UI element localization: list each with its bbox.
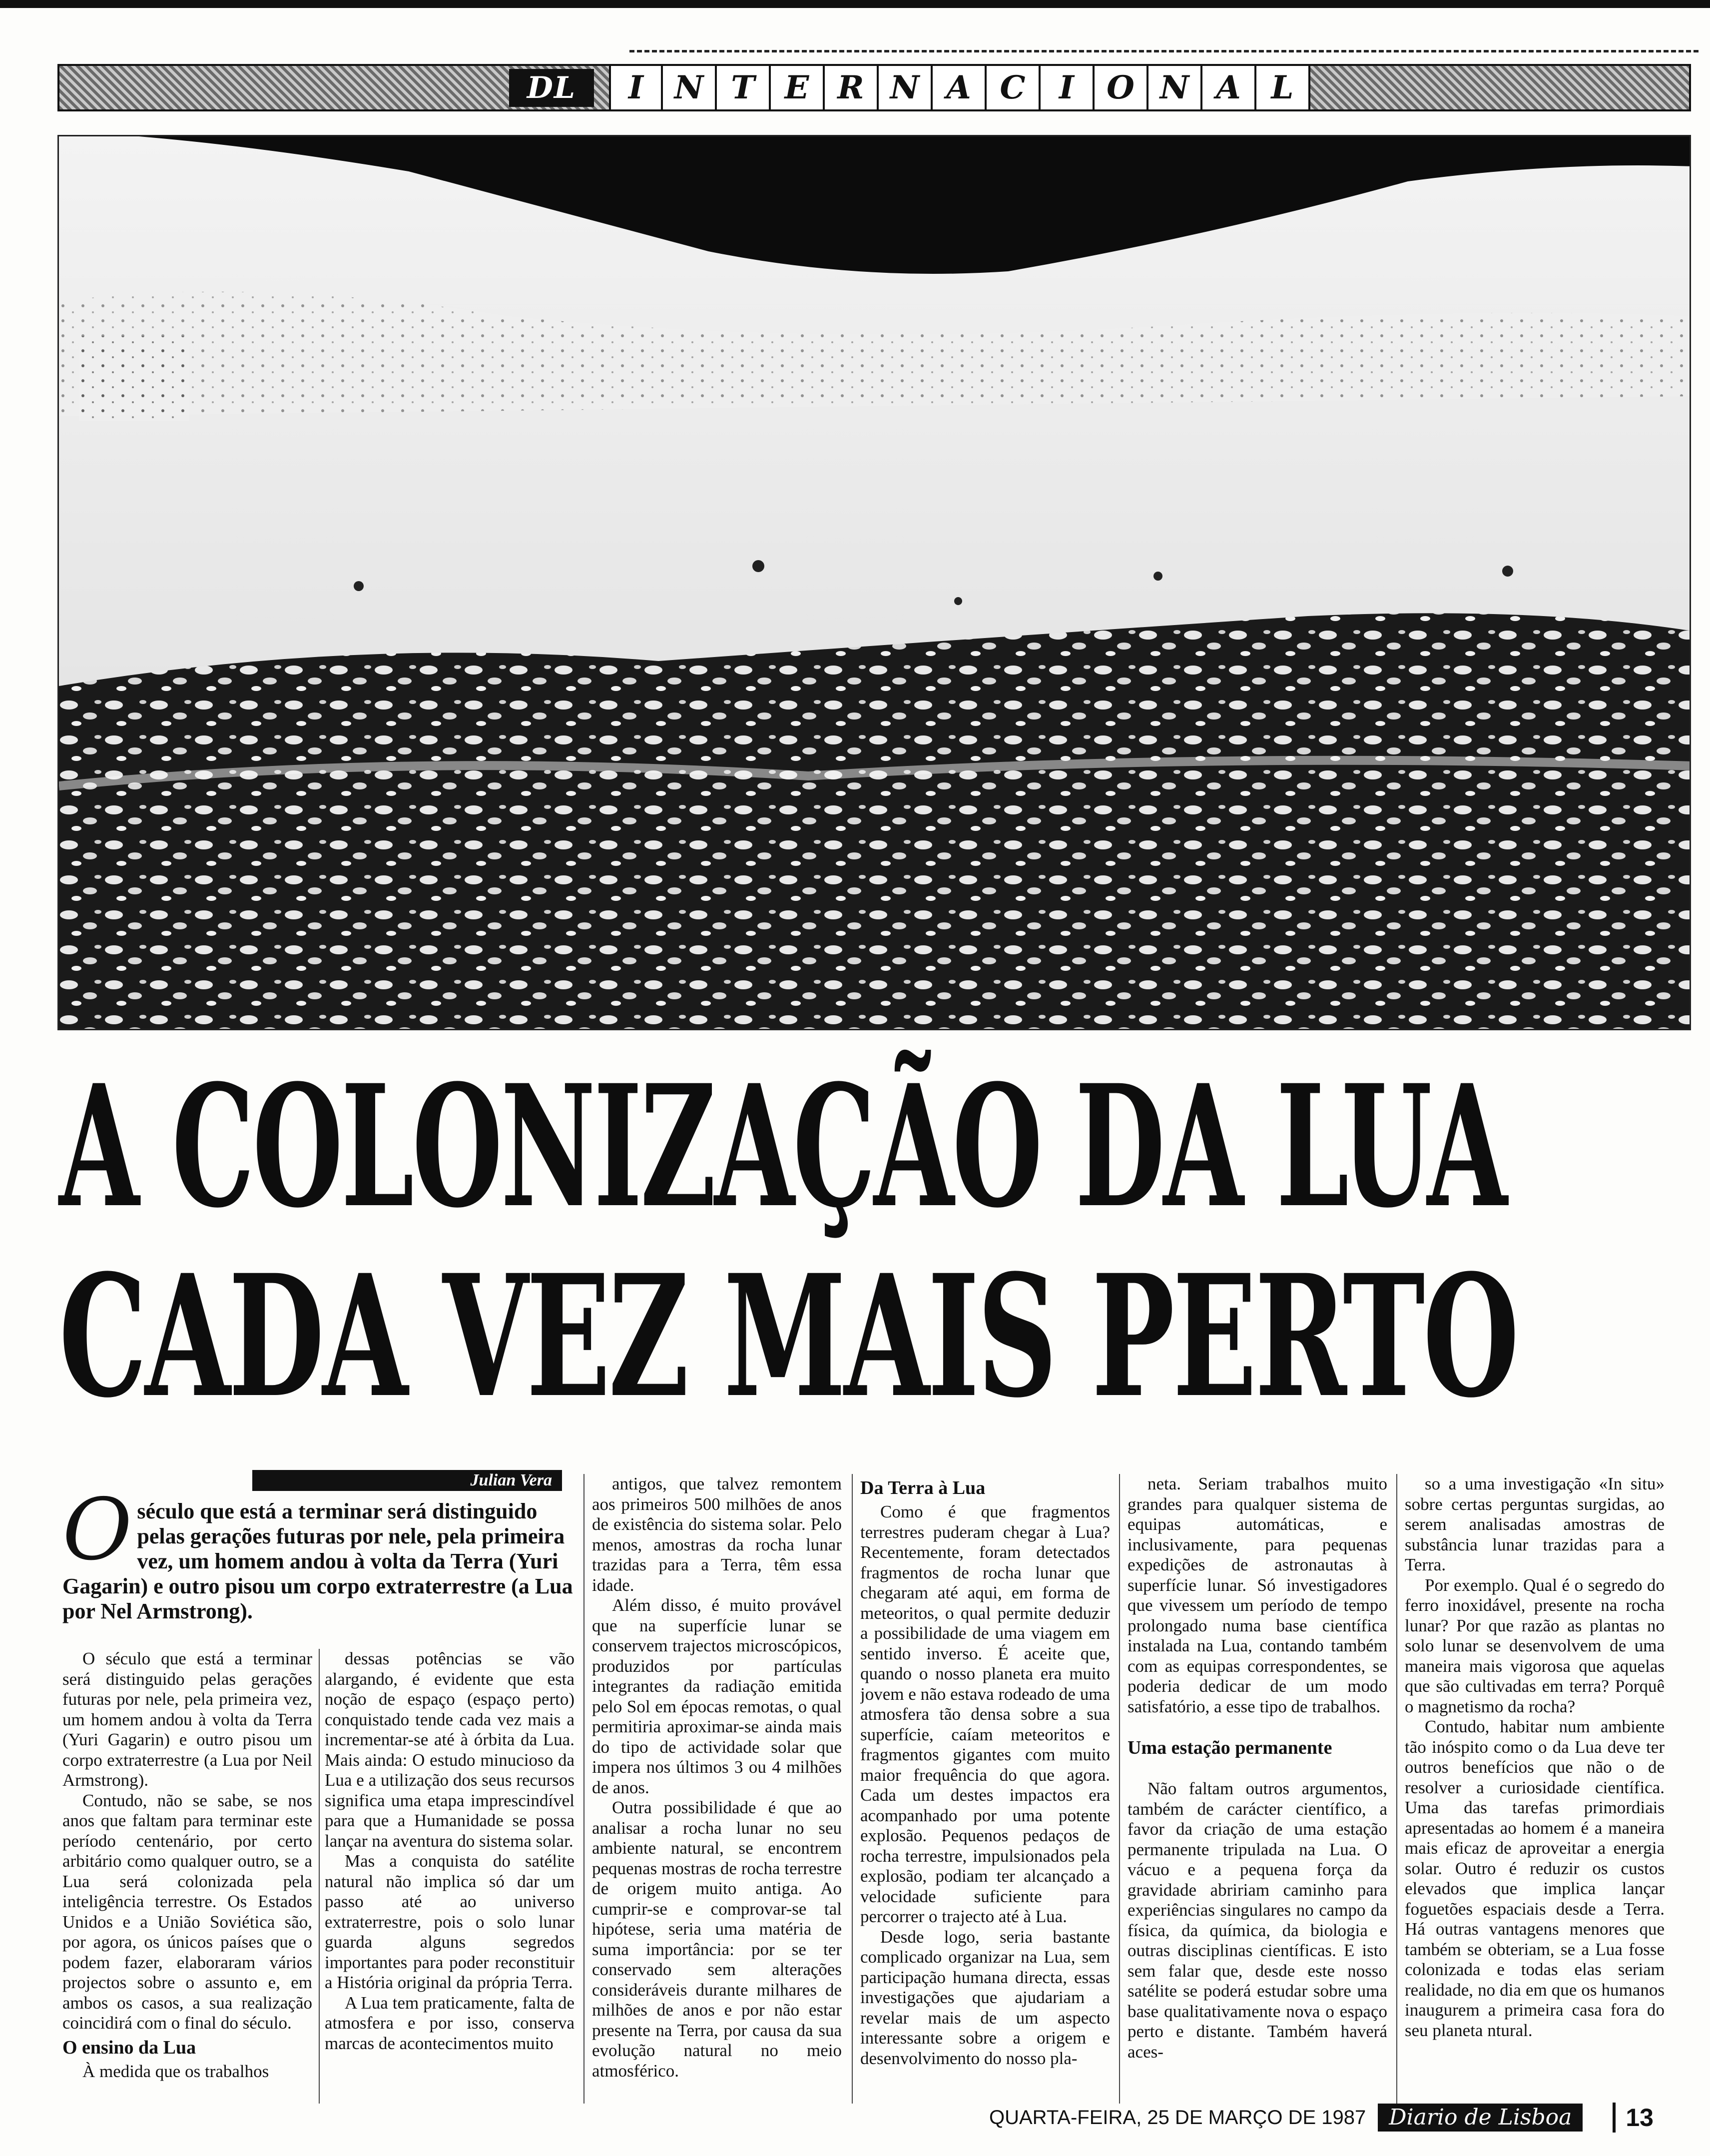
top-rule bbox=[0, 0, 1710, 8]
headline bbox=[59, 1048, 1690, 1456]
article-column-3 bbox=[592, 1474, 842, 2109]
paragraph: dessas potências se vão alargando, é evidente que esta noção de espaço (espaço perto) conquistado tende cada vez mais a incrementar-se até à órbita da Lua. Mais ainda: O estudo minucioso da Lua e a utilização dos seus recursos significa uma etapa imprescindível para que a Humanidade se possa lançar na aventura do sistema solar. bbox=[325, 1649, 574, 1851]
dashed-rule bbox=[629, 50, 1699, 52]
section-letter: L bbox=[1256, 66, 1310, 109]
dl-logo: DL bbox=[509, 69, 594, 107]
subheading-o-ensino-da-lua: O ensino da Lua bbox=[62, 2037, 196, 2058]
article-column-5 bbox=[1128, 1474, 1387, 2109]
section-letter: N bbox=[1148, 66, 1202, 109]
paragraph: Desde logo, seria bastante complicado organizar na Lua, sem participação humana directa, essas investigações que ajudariam a revelar mais de um aspecto interessante sobre a origem e desenvolvimento do nosso pla- bbox=[860, 1927, 1110, 2068]
paragraph: Outra possibilidade é que ao analisar a rocha lunar no seu ambiente natural, se encontrem pequenas mostras de rocha terrestre de origem muito antiga. Ao cumprir-se e comprovar-se tal hipótese, seria uma matéria de suma importância: por se ter conservado sem alterações consideráveis durante milhares de milhões de anos e por não estar presente na Terra, por causa da sua evolução natural no meio atmosférico. bbox=[592, 1798, 842, 2081]
lunar-surface-image bbox=[59, 136, 1691, 1030]
section-title-internacional bbox=[609, 66, 1310, 109]
drop-cap: O bbox=[62, 1480, 132, 1579]
paragraph: Como é que fragmentos terrestres puderam chegar à Lua? Recentemente, foram detectados fragmentos de rocha lunar que chegaram até aqui, em forma de meteoritos, o qual permite deduzir a possibilidade de uma viagem em sentido inverso. É aceite que, quando o nosso planeta era muito jovem e não estava rodeado de uma atmosfera tão densa sobre a sua superfície, caíam meteoritos e fragmentos gigantes com muito maior frequência do que agora. Cada um destes impactos era acompanhado por uma potente explosão. Pequenos pedaços de rocha terrestre, impulsionados pela explosão, podiam ter alcançado a velocidade suficiente para percorrer o trajecto até à Lua. bbox=[860, 1502, 1110, 1926]
paragraph: neta. Seriam trabalhos muito grandes para qualquer sistema de equipas automáticas, e inclusivamente, para pequenas expedições de astronautas à superfície lunar. Só investigadores que vivessem um período de tempo prolongado numa base científica instalada na Lua, contando também com as equipas correspondentes, se poderia dedicar de um modo satisfatório, a esse tipo de trabalhos. bbox=[1128, 1474, 1387, 1716]
section-letter: O bbox=[1095, 66, 1148, 109]
paragraph: Contudo, habitar num ambiente tão inóspito como o da Lua deve ter outros benefícios que não o de resolver a curiosidade científica. Uma das tarefas primordiais apresentadas ao homem é a maneira mais eficaz de aproveitar a energia solar. Outro é reduzir os custos elevados que implica lançar foguetões espaciais desde a Terra. Há outras vantagens menores que também se obteriam, se a Lua fosse colonizada e todas elas seriam realidade, no dia em que os humanos inaugurem a primeira casa fora do seu planeta ntural. bbox=[1405, 1717, 1665, 2040]
newspaper-nameplate: Diario de Lisboa bbox=[1378, 2104, 1583, 2132]
page-footer bbox=[989, 2103, 1654, 2133]
section-letter: A bbox=[933, 66, 987, 109]
paragraph: Contudo, não se sabe, se nos anos que faltam para terminar este período centenário, por certo arbitário como qualquer outro, se a Lua será colonizada pela inteligência terrestre. Os Estados Unidos e a União Soviética são, por agora, os únicos países que o podem fazer, elaboraram vários projectos sobre o assunto e, em ambos os casos, a sua realização coincidirá com o final do século. bbox=[62, 1790, 312, 2033]
paragraph: À medida que os trabalhos bbox=[82, 2061, 269, 2081]
article-column-1 bbox=[62, 1649, 312, 2109]
subheading-uma-estacao-permanente: Uma estação permanente bbox=[1128, 1737, 1332, 1758]
paragraph: antigos, que talvez remontem aos primeiros 500 milhões de anos de existência do sistema solar. Pelo menos, amostras da rocha lunar trazidas para a Terra, têm essa idade. bbox=[592, 1474, 842, 1595]
paragraph: A Lua tem praticamente, falta de atmosfera e por isso, conserva marcas de acontecimentos muito bbox=[325, 1993, 574, 2053]
section-letter: N bbox=[879, 66, 933, 109]
byline: Julian Vera bbox=[252, 1470, 562, 1491]
lead-text: século que está a terminar será distinguido pelas gerações futuras por nele, pela primeira vez, um homem andou à volta da Terra (Yuri Gagarin) e outro pisou um corpo extraterrestre (a Lua por Nel Armstrong). bbox=[62, 1499, 573, 1623]
column-rule bbox=[1396, 1474, 1397, 2104]
section-letter: T bbox=[717, 66, 771, 109]
page-number: 13 bbox=[1613, 2103, 1654, 2133]
article-column-4 bbox=[860, 1474, 1110, 2109]
subheading-da-terra-a-lua: Da Terra à Lua bbox=[860, 1477, 986, 1498]
paragraph: Mas a conquista do satélite natural não implica só dar um passo até ao universo extraterrestre, pois o solo lunar guarda alguns segredos importantes para poder reconstituir a História original da própria Terra. bbox=[325, 1851, 574, 1992]
column-rule bbox=[583, 1474, 584, 2104]
column-rule bbox=[319, 1649, 320, 2104]
article-column-6 bbox=[1405, 1474, 1665, 2109]
column-rule bbox=[1119, 1474, 1120, 2104]
paragraph: O século que está a terminar será distinguido pelas gerações futuras por nele, pela primeira vez, um homem andou à volta da Terra (Yuri Gagarin) e outro pisou um corpo extraterrestre (a Lua por Neil Armstrong). bbox=[62, 1649, 312, 1790]
issue-date: QUARTA-FEIRA, 25 DE MARÇO DE 1987 bbox=[989, 2106, 1366, 2129]
section-letter: C bbox=[987, 66, 1041, 109]
section-banner bbox=[57, 64, 1691, 111]
paragraph: so a uma investigação «In situ» sobre certas perguntas surgidas, ao serem analisadas amostras de substância lunar trazidas para a Terra. bbox=[1405, 1474, 1665, 1574]
headline-line-2: CADA VEZ MAIS PERTO bbox=[59, 1238, 1518, 1435]
article-column-2 bbox=[325, 1649, 574, 2109]
section-letter: N bbox=[663, 66, 717, 109]
paragraph: Por exemplo. Qual é o segredo do ferro inoxidável, presente na rocha lunar? Por que razão as plantas no solo lunar se desenvolvem de uma maneira mais vigorosa que aquelas que são cultivadas em terra? Porquê o magnetismo da rocha? bbox=[1405, 1575, 1665, 1716]
headline-line-1: A COLONIZAÇÃO DA LUA bbox=[59, 1048, 1506, 1245]
column-rule bbox=[852, 1474, 853, 2104]
paragraph: Além disso, é muito provável que na superfície lunar se conservem trajectos microscópicos, produzidos por partículas integrantes da radiação emitida pelo Sol em épocas remotas, o qual permitiria aproximar-se ainda mais do tipo de actividade solar que impera nos últimos 3 ou 4 milhões de anos. bbox=[592, 1595, 842, 1797]
section-letter: R bbox=[825, 66, 879, 109]
section-letter: A bbox=[1202, 66, 1256, 109]
section-letter: I bbox=[609, 66, 663, 109]
lunar-surface-photo bbox=[57, 135, 1691, 1030]
section-letter: I bbox=[1041, 66, 1095, 109]
section-letter: E bbox=[771, 66, 825, 109]
paragraph: Não faltam outros argumentos, também de carácter científico, a favor da criação de uma estação permanente tripulada na Lua. O vácuo e a pequena força da gravidade abririam caminho para experiências singulares no campo da física, da química, da biologia e outras disciplinas científicas. E isto sem falar que, desde este nosso satélite se poderá estudar sobre uma base qualitativamente nova o espaço perto e distante. Também haverá aces- bbox=[1128, 1779, 1387, 2062]
